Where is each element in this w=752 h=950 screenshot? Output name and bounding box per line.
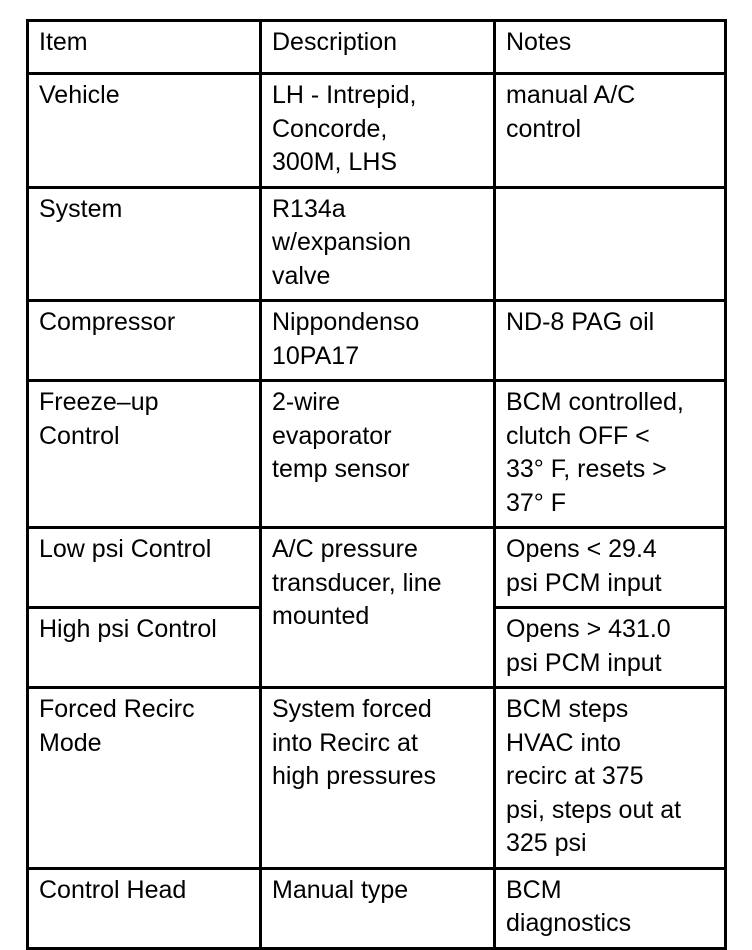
notes-cell xyxy=(495,187,726,301)
item-cell: Control Head xyxy=(28,868,261,948)
table-row xyxy=(28,528,726,608)
description-cell: LH - Intrepid, Concorde, 300M, LHS xyxy=(261,74,495,188)
header-description: Description xyxy=(261,21,495,74)
description-cell-merged: A/C pressure transducer, line mounted xyxy=(261,528,495,688)
header-notes: Notes xyxy=(495,21,726,74)
item-cell: Vehicle xyxy=(28,74,261,188)
table-row xyxy=(28,301,726,381)
notes-cell: manual A/C control xyxy=(495,74,726,188)
table-row xyxy=(28,868,726,948)
table-header-row xyxy=(28,21,726,74)
header-item: Item xyxy=(28,21,261,74)
item-cell: Freeze–up Control xyxy=(28,381,261,528)
notes-cell: ND-8 PAG oil xyxy=(495,301,726,381)
notes-cell: Opens > 431.0 psi PCM input xyxy=(495,608,726,688)
item-cell: Compressor xyxy=(28,301,261,381)
description-cell: R134a w/expansion valve xyxy=(261,187,495,301)
notes-cell: Opens < 29.4 psi PCM input xyxy=(495,528,726,608)
ac-system-spec-table xyxy=(26,19,727,950)
notes-cell: BCM diagnostics xyxy=(495,868,726,948)
notes-cell: BCM controlled, clutch OFF < 33° F, resets > 37° F xyxy=(495,381,726,528)
description-cell: System forced into Recirc at high pressures xyxy=(261,688,495,869)
table-row xyxy=(28,381,726,528)
description-cell: Manual type xyxy=(261,868,495,948)
item-cell: System xyxy=(28,187,261,301)
table-row xyxy=(28,74,726,188)
description-cell: Nippondenso 10PA17 xyxy=(261,301,495,381)
notes-cell: BCM steps HVAC into recirc at 375 psi, steps out at 325 psi xyxy=(495,688,726,869)
table-row xyxy=(28,187,726,301)
item-cell: Forced Recirc Mode xyxy=(28,688,261,869)
table-row xyxy=(28,688,726,869)
item-cell: High psi Control xyxy=(28,608,261,688)
item-cell: Low psi Control xyxy=(28,528,261,608)
description-cell: 2-wire evaporator temp sensor xyxy=(261,381,495,528)
